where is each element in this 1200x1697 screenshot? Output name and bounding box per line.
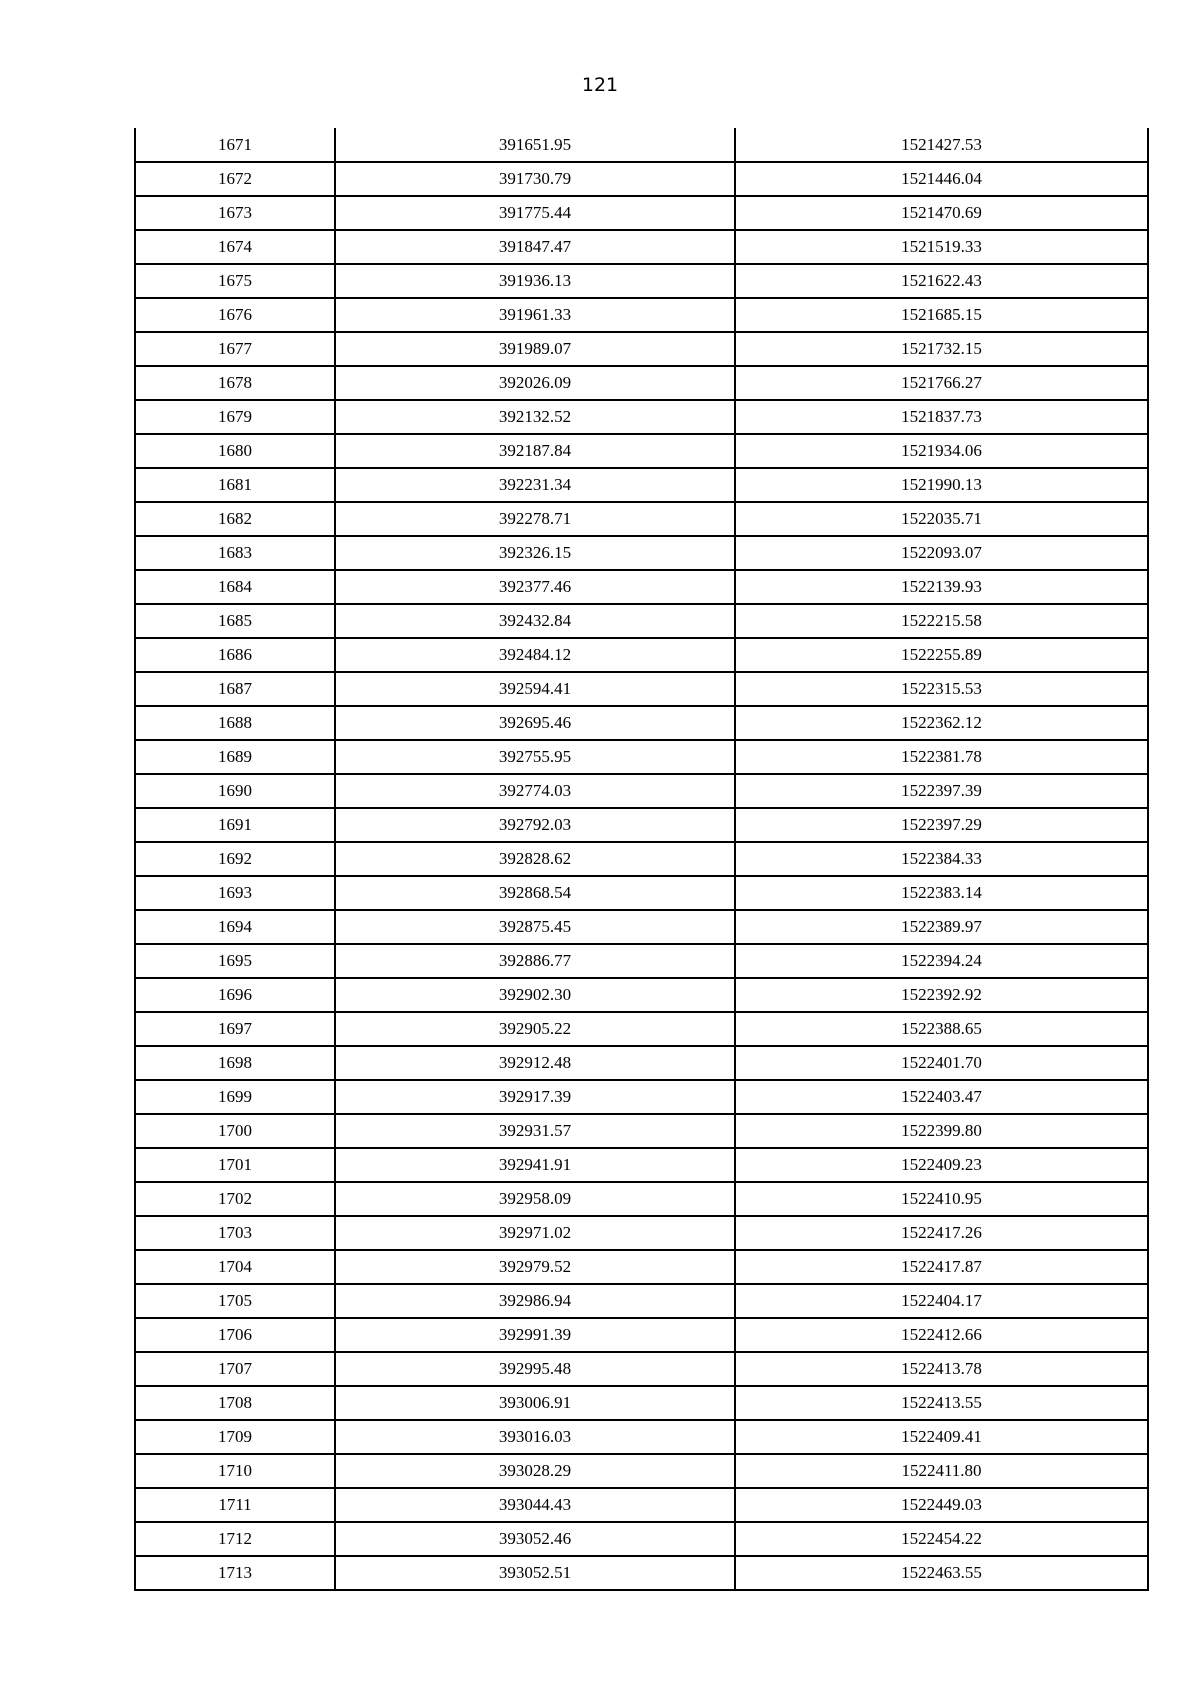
x-coordinate-cell: 391730.79 [335,162,735,196]
x-coordinate-cell: 392875.45 [335,910,735,944]
x-coordinate-cell: 392868.54 [335,876,735,910]
point-number-cell: 1673 [135,196,335,230]
table-row [135,604,1148,638]
table-row [135,1250,1148,1284]
x-coordinate-cell: 392774.03 [335,774,735,808]
x-coordinate-cell: 392594.41 [335,672,735,706]
y-coordinate-cell: 1522410.95 [735,1182,1148,1216]
x-coordinate-cell: 392026.09 [335,366,735,400]
y-coordinate-cell: 1522215.58 [735,604,1148,638]
y-coordinate-cell: 1522413.78 [735,1352,1148,1386]
y-coordinate-cell: 1521446.04 [735,162,1148,196]
table-row [135,1046,1148,1080]
point-number-cell: 1700 [135,1114,335,1148]
point-number-cell: 1711 [135,1488,335,1522]
y-coordinate-cell: 1521732.15 [735,332,1148,366]
point-number-cell: 1695 [135,944,335,978]
table-row [135,944,1148,978]
point-number-cell: 1703 [135,1216,335,1250]
y-coordinate-cell: 1522409.41 [735,1420,1148,1454]
point-number-cell: 1691 [135,808,335,842]
y-coordinate-cell: 1521934.06 [735,434,1148,468]
table-row [135,1216,1148,1250]
x-coordinate-cell: 392484.12 [335,638,735,672]
point-number-cell: 1694 [135,910,335,944]
point-number-cell: 1708 [135,1386,335,1420]
y-coordinate-cell: 1522139.93 [735,570,1148,604]
table-row [135,808,1148,842]
point-number-cell: 1674 [135,230,335,264]
table-row [135,366,1148,400]
y-coordinate-cell: 1522255.89 [735,638,1148,672]
table-row [135,1488,1148,1522]
table-row [135,978,1148,1012]
y-coordinate-cell: 1521519.33 [735,230,1148,264]
y-coordinate-cell: 1522383.14 [735,876,1148,910]
point-number-cell: 1702 [135,1182,335,1216]
y-coordinate-cell: 1521766.27 [735,366,1148,400]
point-number-cell: 1676 [135,298,335,332]
point-number-cell: 1684 [135,570,335,604]
y-coordinate-cell: 1522389.97 [735,910,1148,944]
y-coordinate-cell: 1522093.07 [735,536,1148,570]
point-number-cell: 1704 [135,1250,335,1284]
x-coordinate-cell: 393016.03 [335,1420,735,1454]
table-row [135,162,1148,196]
y-coordinate-cell: 1522463.55 [735,1556,1148,1590]
table-row [135,706,1148,740]
y-coordinate-cell: 1522449.03 [735,1488,1148,1522]
table-row [135,570,1148,604]
y-coordinate-cell: 1521622.43 [735,264,1148,298]
point-number-cell: 1672 [135,162,335,196]
y-coordinate-cell: 1522417.87 [735,1250,1148,1284]
table-row [135,1522,1148,1556]
x-coordinate-cell: 392326.15 [335,536,735,570]
x-coordinate-cell: 392792.03 [335,808,735,842]
y-coordinate-cell: 1522403.47 [735,1080,1148,1114]
point-number-cell: 1710 [135,1454,335,1488]
x-coordinate-cell: 391651.95 [335,128,735,162]
x-coordinate-cell: 393028.29 [335,1454,735,1488]
table-row [135,400,1148,434]
x-coordinate-cell: 392755.95 [335,740,735,774]
table-row [135,434,1148,468]
point-number-cell: 1713 [135,1556,335,1590]
x-coordinate-cell: 392971.02 [335,1216,735,1250]
x-coordinate-cell: 392912.48 [335,1046,735,1080]
x-coordinate-cell: 392432.84 [335,604,735,638]
table-row [135,1080,1148,1114]
y-coordinate-cell: 1522399.80 [735,1114,1148,1148]
table-row [135,638,1148,672]
table-row [135,196,1148,230]
table-row [135,1352,1148,1386]
x-coordinate-cell: 391989.07 [335,332,735,366]
table-row [135,1318,1148,1352]
y-coordinate-cell: 1521990.13 [735,468,1148,502]
point-number-cell: 1706 [135,1318,335,1352]
x-coordinate-cell: 393052.51 [335,1556,735,1590]
table-row [135,298,1148,332]
y-coordinate-cell: 1521837.73 [735,400,1148,434]
point-number-cell: 1692 [135,842,335,876]
table-row [135,876,1148,910]
y-coordinate-cell: 1522035.71 [735,502,1148,536]
y-coordinate-cell: 1521470.69 [735,196,1148,230]
table-row [135,1114,1148,1148]
point-number-cell: 1685 [135,604,335,638]
table-row [135,536,1148,570]
y-coordinate-cell: 1522315.53 [735,672,1148,706]
point-number-cell: 1683 [135,536,335,570]
table-row [135,1148,1148,1182]
x-coordinate-cell: 392187.84 [335,434,735,468]
table-row [135,1012,1148,1046]
table-row [135,1556,1148,1590]
x-coordinate-cell: 392695.46 [335,706,735,740]
point-number-cell: 1686 [135,638,335,672]
x-coordinate-cell: 392995.48 [335,1352,735,1386]
x-coordinate-cell: 392931.57 [335,1114,735,1148]
y-coordinate-cell: 1522404.17 [735,1284,1148,1318]
x-coordinate-cell: 391847.47 [335,230,735,264]
point-number-cell: 1689 [135,740,335,774]
y-coordinate-cell: 1522397.39 [735,774,1148,808]
table-row [135,740,1148,774]
y-coordinate-cell: 1522411.80 [735,1454,1148,1488]
point-number-cell: 1698 [135,1046,335,1080]
point-number-cell: 1687 [135,672,335,706]
point-number-cell: 1699 [135,1080,335,1114]
x-coordinate-cell: 392377.46 [335,570,735,604]
x-coordinate-cell: 392979.52 [335,1250,735,1284]
point-number-cell: 1690 [135,774,335,808]
table-row [135,502,1148,536]
x-coordinate-cell: 392828.62 [335,842,735,876]
table-row [135,468,1148,502]
y-coordinate-cell: 1522384.33 [735,842,1148,876]
table-row [135,910,1148,944]
point-number-cell: 1693 [135,876,335,910]
x-coordinate-cell: 393052.46 [335,1522,735,1556]
y-coordinate-cell: 1522401.70 [735,1046,1148,1080]
x-coordinate-cell: 393006.91 [335,1386,735,1420]
point-number-cell: 1678 [135,366,335,400]
y-coordinate-cell: 1522417.26 [735,1216,1148,1250]
y-coordinate-cell: 1522409.23 [735,1148,1148,1182]
point-number-cell: 1680 [135,434,335,468]
table-row [135,230,1148,264]
x-coordinate-cell: 392905.22 [335,1012,735,1046]
point-number-cell: 1682 [135,502,335,536]
x-coordinate-cell: 391961.33 [335,298,735,332]
y-coordinate-cell: 1522397.29 [735,808,1148,842]
x-coordinate-cell: 392941.91 [335,1148,735,1182]
y-coordinate-cell: 1522381.78 [735,740,1148,774]
y-coordinate-cell: 1521427.53 [735,128,1148,162]
point-number-cell: 1675 [135,264,335,298]
x-coordinate-cell: 391936.13 [335,264,735,298]
x-coordinate-cell: 391775.44 [335,196,735,230]
table-row [135,842,1148,876]
point-number-cell: 1707 [135,1352,335,1386]
x-coordinate-cell: 392917.39 [335,1080,735,1114]
y-coordinate-cell: 1522388.65 [735,1012,1148,1046]
table-row [135,1386,1148,1420]
table-row [135,1284,1148,1318]
y-coordinate-cell: 1522413.55 [735,1386,1148,1420]
table-row [135,672,1148,706]
page-number: 121 [581,74,619,96]
coordinates-table-body [135,128,1148,1590]
point-number-cell: 1679 [135,400,335,434]
table-row [135,1182,1148,1216]
point-number-cell: 1671 [135,128,335,162]
point-number-cell: 1677 [135,332,335,366]
point-number-cell: 1712 [135,1522,335,1556]
point-number-cell: 1688 [135,706,335,740]
point-number-cell: 1696 [135,978,335,1012]
y-coordinate-cell: 1522412.66 [735,1318,1148,1352]
x-coordinate-cell: 392991.39 [335,1318,735,1352]
table-row [135,332,1148,366]
y-coordinate-cell: 1522454.22 [735,1522,1148,1556]
point-number-cell: 1709 [135,1420,335,1454]
x-coordinate-cell: 392902.30 [335,978,735,1012]
table-row [135,1454,1148,1488]
y-coordinate-cell: 1521685.15 [735,298,1148,332]
table-row [135,774,1148,808]
x-coordinate-cell: 392986.94 [335,1284,735,1318]
x-coordinate-cell: 392278.71 [335,502,735,536]
coordinates-table [134,128,1149,1591]
table-row [135,128,1148,162]
table-row [135,1420,1148,1454]
x-coordinate-cell: 392886.77 [335,944,735,978]
point-number-cell: 1697 [135,1012,335,1046]
x-coordinate-cell: 393044.43 [335,1488,735,1522]
y-coordinate-cell: 1522392.92 [735,978,1148,1012]
x-coordinate-cell: 392958.09 [335,1182,735,1216]
y-coordinate-cell: 1522362.12 [735,706,1148,740]
y-coordinate-cell: 1522394.24 [735,944,1148,978]
point-number-cell: 1701 [135,1148,335,1182]
point-number-cell: 1705 [135,1284,335,1318]
point-number-cell: 1681 [135,468,335,502]
table-row [135,264,1148,298]
x-coordinate-cell: 392132.52 [335,400,735,434]
x-coordinate-cell: 392231.34 [335,468,735,502]
